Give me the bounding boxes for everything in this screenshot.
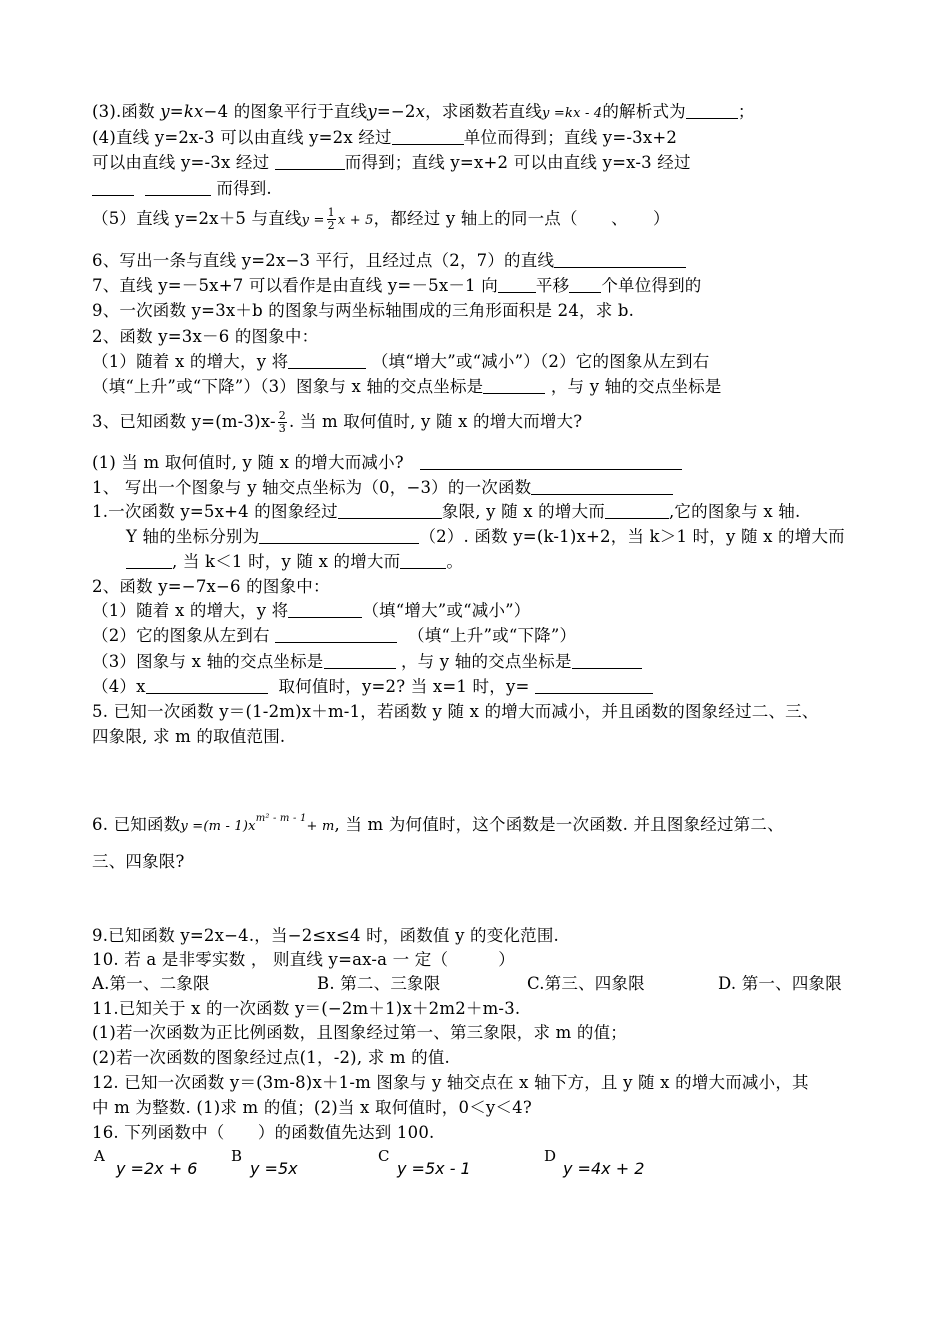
q5b-line-1	[92, 701, 819, 723]
q9-line	[92, 300, 634, 322]
q2b-text-3a: （3）图象与 x 轴的交点坐标是	[92, 652, 324, 671]
q2b-text-1a: （1）随着 x 的增大，y 将	[92, 601, 289, 620]
q10-option-d	[718, 973, 842, 995]
q3b-text-b: . 当 m 取何值时, y 随 x 的增大而增大?	[288, 412, 583, 431]
q5b-text-b: 四象限, 求 m 的取值范围.	[92, 727, 286, 746]
q2b-blank-4	[572, 652, 642, 669]
q1b-text-e: （2）. 函数 y=(k-1)x+2，当 k＞1 时，y 随 x 的增大而	[419, 527, 845, 546]
q1b-line	[92, 501, 800, 523]
q6-line	[92, 250, 686, 272]
q4-blank-2	[275, 153, 345, 170]
q16-option-b-expr: y =5x	[250, 1159, 298, 1178]
q10-line	[92, 949, 515, 971]
q1b-blank-3	[259, 527, 419, 544]
q3-answer-blank	[686, 102, 738, 119]
q5-fraction	[327, 207, 336, 232]
q3b-sub-text: (1) 当 m 取何值时, y 随 x 的增大而减小?	[92, 453, 404, 472]
q12-text-a: 12. 已知一次函数 y＝(3m-8)x＋1-m 图象与 y 轴交点在 x 轴下方，且 y 随 x 的增大而减小，其	[92, 1073, 809, 1092]
q4-blank-3	[92, 179, 134, 196]
q11-sub2-line	[92, 1047, 450, 1069]
q5b-text-a: 5. 已知一次函数 y＝(1-2m)x＋m-1，若函数 y 随 x 的增大而减小，并且函数的图象经过二、三、	[92, 702, 819, 721]
q1b-blank-5	[400, 552, 446, 569]
q1a-text: 1、 写出一个图象与 y 轴交点坐标为（0，−3）的一次函数	[92, 478, 532, 497]
q10-option-a	[92, 973, 210, 995]
q16-option-d-expr: y =4x + 2	[563, 1159, 645, 1178]
q2b-line-4	[92, 676, 653, 698]
q4-text-b: 单位而得到；直线 y=-3x+2	[463, 128, 678, 147]
q16-option-c-expr: y =5x - 1	[397, 1159, 471, 1178]
q9-text: 9、一次函数 y=3x＋b 的图象与两坐标轴围成的三角形面积是 24，求 b.	[92, 301, 635, 320]
q4-blank-4	[145, 179, 211, 196]
q3-text-e: ，求函数若直线	[425, 102, 543, 121]
q11-line	[92, 998, 520, 1020]
q7-blank-1	[498, 276, 536, 293]
q4-line-1	[92, 127, 677, 149]
q3-text-h: ；	[737, 102, 755, 121]
q7-line	[92, 275, 702, 297]
q2a-blank-2	[483, 377, 545, 394]
q7-text-a: 7、直线 y=－5x+7 可以看作是由直线 y=－5x－1 向	[92, 276, 498, 295]
q1b-text-a: 1.一次函数 y=5x+4 的图象经过	[92, 502, 338, 521]
q5-math-y: y =	[301, 213, 325, 228]
q3b-fraction-den: 3	[278, 422, 286, 435]
q2b-blank-6	[535, 677, 653, 694]
q3-text-g: 的解析式为	[602, 102, 686, 121]
q1a-blank	[531, 478, 673, 495]
q16-option-d-label: D	[544, 1147, 557, 1165]
q4-line-3	[92, 178, 272, 200]
q7-text-b: 平移	[535, 276, 570, 295]
q2a-line-1	[92, 351, 709, 373]
q5-text-a: （5）直线 y=2x＋5 与直线	[92, 209, 302, 228]
q2b-text: 2、函数 y=−7x−6 的图象中：	[92, 577, 330, 596]
q2a-text-1a: （1）随着 x 的增大，y 将	[92, 352, 289, 371]
q10-text: 10. 若 a 是非零实数 ， 则直线 y=ax-a 一 定（ ）	[92, 950, 515, 969]
q16-line	[92, 1122, 434, 1144]
q2b-line	[92, 576, 330, 598]
q2a-text: 2、函数 y=3x－6 的图象中：	[92, 327, 319, 346]
q2b-text-2a: （2）它的图象从左到右	[92, 626, 276, 645]
q16-text: 16. 下列函数中（ ）的函数值先达到 100.	[92, 1123, 435, 1142]
q3b-fraction	[278, 410, 287, 435]
q2a-line	[92, 326, 318, 348]
q7-text-c: 个单位得到的	[601, 276, 702, 295]
q2a-text-1b: （填“增大”或“减小”）（2）它的图象从左到右	[371, 352, 710, 371]
q2b-line-3	[92, 651, 642, 673]
q6b-text-c: 三、四象限?	[92, 852, 185, 871]
q16-option-b-label: B	[231, 1147, 243, 1165]
q6b-line-1	[92, 808, 784, 838]
q3-text-c: −4 的图象平行于直线	[203, 102, 368, 121]
q10-option-a-text: A.第一、二象限	[92, 974, 210, 993]
q5-text-d: ，都经过 y 轴上的同一点（ 、 ）	[373, 209, 670, 228]
q6-text: 6、写出一条与直线 y=2x−3 平行，且经过点（2，7）的直线	[92, 251, 555, 270]
q1b-text-f: , 当 k＜1 时，y 随 x 的增大而	[172, 552, 401, 571]
q3-line	[92, 101, 755, 125]
q16-option-a-label: A	[94, 1147, 105, 1165]
q3-math-x: x	[415, 102, 426, 121]
q10-option-b-text: B. 第二、三象限	[317, 974, 441, 993]
q11-sub1-line	[92, 1022, 627, 1044]
q4-line-2	[92, 152, 691, 174]
q6b-line-2	[92, 851, 185, 873]
q11-text: 11.已知关于 x 的一次函数 y＝(−2m＋1)x＋2m2＋m-3.	[92, 999, 521, 1018]
q3b-text-a: 3、已知函数 y=(m-3)x-	[92, 412, 276, 431]
q3-math-kx: kx	[183, 102, 204, 121]
q2a-text-2b: ，与 y 轴的交点坐标是	[550, 377, 722, 396]
q5-fraction-den: 2	[327, 219, 335, 232]
q3-formula: y =kx - 4	[542, 106, 603, 121]
q5-math-x5: x + 5	[337, 213, 374, 228]
q4-text-a: (4)直线 y=2x-3 可以由直线 y=2x 经过	[92, 128, 392, 147]
q2b-text-1b: （填“增大”或“减小”）	[362, 601, 531, 620]
q12-line-1	[92, 1072, 809, 1094]
q1a-line	[92, 477, 673, 499]
q11-sub2-text: (2)若一次函数的图象经过点(1，-2), 求 m 的值.	[92, 1048, 450, 1067]
q6b-formula-exponent: m² - m - 1	[255, 813, 307, 824]
q3-math-y: y	[160, 102, 170, 121]
q1b-line-3	[126, 551, 463, 573]
q3-math-y2: y	[367, 102, 377, 121]
q6b-text-b: , 当 m 为何值时，这个函数是一次函数. 并且图象经过第二、	[334, 815, 784, 834]
q10-option-d-text: D. 第一、四象限	[718, 974, 842, 993]
q4-blank-1	[392, 128, 464, 145]
q2b-blank-2	[275, 626, 397, 643]
q3-text-d: =−2	[376, 102, 416, 121]
q6b-formula-tail: + m	[306, 819, 335, 834]
q1b-text-g: 。	[446, 552, 464, 571]
q2a-blank-1	[288, 352, 366, 369]
q6-blank	[554, 251, 686, 268]
q1b-text-c: ,它的图象与 x 轴.	[668, 502, 801, 521]
q5b-line-2	[92, 726, 285, 748]
q10-option-b	[317, 973, 440, 995]
q5-fraction-num: 1	[327, 206, 335, 219]
q10-option-c-text: C.第三、四象限	[527, 974, 645, 993]
q7-blank-2	[569, 276, 601, 293]
q9b-text: 9.已知函数 y=2x−4.，当−2≤x≤4 时，函数值 y 的变化范围.	[92, 926, 559, 945]
q3-text-b: =	[169, 102, 184, 121]
q1b-blank-2	[605, 502, 669, 519]
q2b-text-4a: （4）x	[92, 677, 146, 696]
q3b-fraction-num: 2	[278, 409, 286, 422]
q3-text-a: (3).函数	[92, 102, 161, 121]
q4-text-e: 而得到.	[210, 179, 272, 198]
q2b-text-4b: 取何值时，y=2? 当 x=1 时，y=	[278, 677, 535, 696]
q2b-line-1	[92, 600, 531, 622]
q4-text-c: 可以由直线 y=-3x 经过	[92, 153, 275, 172]
q2b-line-2	[92, 625, 576, 647]
q3b-sub-blank	[420, 453, 682, 470]
q1b-blank-4	[126, 552, 172, 569]
q3b-line	[92, 410, 582, 435]
q1b-blank-1	[338, 502, 442, 519]
q6b-text-a: 6. 已知函数	[92, 815, 181, 834]
q2a-text-2a: （填“上升”或“下降”）（3）图象与 x 轴的交点坐标是	[92, 377, 484, 396]
q1b-line-2	[126, 526, 845, 548]
q2b-text-3b: ，与 y 轴的交点坐标是	[400, 652, 572, 671]
q12-text-b: 中 m 为整数. (1)求 m 的值；(2)当 x 取何值时，0＜y＜4?	[92, 1098, 532, 1117]
q16-option-c-label: C	[378, 1147, 390, 1165]
q2b-text-2b: （填“上升”或“下降”）	[408, 626, 577, 645]
q11-sub1-text: (1)若一次函数为正比例函数，且图象经过第一、第三象限，求 m 的值；	[92, 1023, 628, 1042]
q2b-blank-1	[288, 601, 362, 618]
q2b-blank-5	[146, 677, 268, 694]
q2a-line-2	[92, 376, 722, 398]
q10-option-c	[527, 973, 645, 995]
q5-line	[92, 207, 670, 232]
q2b-blank-3	[324, 652, 396, 669]
q9b-line	[92, 925, 559, 947]
q6b-formula-main: y =(m - 1)x	[180, 819, 256, 834]
q12-line-2	[92, 1097, 532, 1119]
q1b-text-b: 象限, y 随 x 的增大而	[441, 502, 605, 521]
q16-option-a-expr: y =2x + 6	[116, 1159, 198, 1178]
q3b-sub-line	[92, 452, 682, 474]
q4-text-d: 而得到；直线 y=x+2 可以由直线 y=x-3 经过	[344, 153, 691, 172]
q1b-text-d: Y 轴的坐标分别为	[126, 527, 260, 546]
